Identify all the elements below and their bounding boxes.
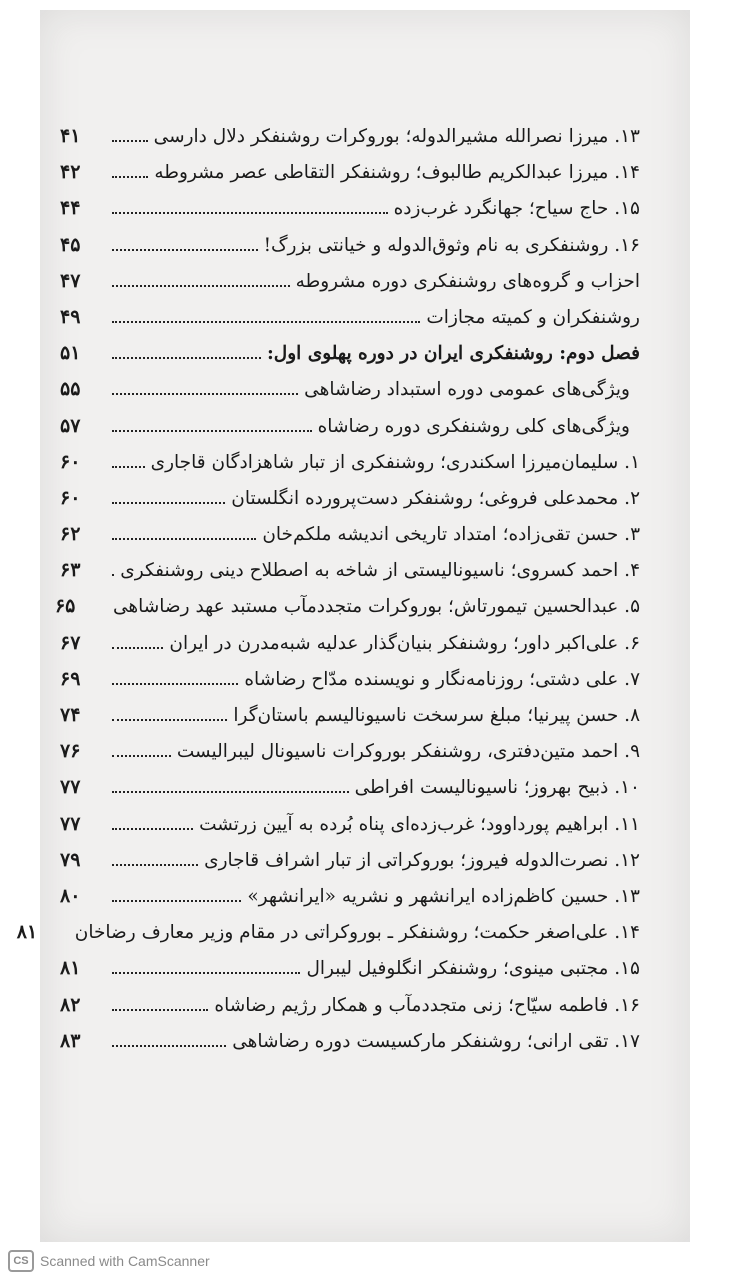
toc-page-number: ۸۱: [60, 957, 81, 980]
toc-entry: [60, 444, 640, 480]
dot-leader: [112, 886, 241, 902]
toc-page-number: ۸۱: [16, 921, 38, 944]
toc-entry: [60, 950, 640, 986]
scanner-footer: [8, 1250, 210, 1272]
toc-chapter-heading: [60, 335, 640, 371]
dot-leader: [112, 560, 114, 576]
table-of-contents: [16, 118, 640, 1059]
toc-page-number: ۶۷: [60, 631, 81, 654]
toc-page-number: ۷۷: [60, 812, 81, 835]
toc-page-number: ۵۱: [60, 342, 81, 365]
toc-entry-title: ۳. حسن تقی‌زاده؛ امتداد تاریخی اندیشه ملکم‌خان: [262, 524, 640, 546]
toc-page-number: ۴۲: [60, 161, 81, 184]
toc-entry-title: ۱۶. فاطمه سیّاح؛ زنی متجددمآب و همکار رژیم رضاشاه: [214, 994, 640, 1016]
dot-leader: [112, 307, 420, 323]
toc-entry-title: ۱۰. ذبیح بهروز؛ ناسیونالیست افراطی: [354, 777, 640, 799]
toc-entry-title: ۱۶. روشنفکری به نام وثوق‌الدوله و خیانتی بزرگ!: [263, 234, 640, 256]
toc-entry: [60, 769, 640, 805]
toc-entry: [60, 154, 640, 190]
toc-entry: [60, 480, 640, 516]
toc-entry: [60, 516, 640, 552]
toc-entry: [60, 661, 640, 697]
toc-entry-title: ۲. محمدعلی فروغی؛ روشنفکر دست‌پرورده انگلستان: [231, 487, 640, 509]
toc-entry-title: ۱۳. حسین کاظم‌زاده ایرانشهر و نشریه «ایرانشهر»: [247, 885, 640, 907]
toc-entry-title: ۹. احمد متین‌دفتری، روشنفکر بوروکرات ناسیونال لیبرالیست: [176, 741, 640, 763]
toc-entry: [60, 697, 640, 733]
toc-entry-title: ۱۱. ابراهیم پورداوود؛ غرب‌زده‌ای پناه بُرده به آیین زرتشت: [199, 813, 640, 835]
toc-entry: [60, 1023, 640, 1059]
toc-page-number: ۴۴: [60, 197, 81, 220]
toc-entry: [60, 371, 640, 407]
toc-entry-title: ۱۴. علی‌اصغر حکمت؛ روشنفکر ـ بوروکراتی در مقام وزیر معارف رضاخان: [74, 922, 640, 944]
toc-page-number: ۶۹: [60, 667, 81, 690]
toc-page-number: ۶۰: [60, 486, 81, 509]
toc-page-number: ۷۶: [60, 740, 81, 763]
toc-page-number: ۶۰: [60, 450, 81, 473]
toc-page-number: ۷۴: [60, 704, 81, 726]
dot-leader: [112, 777, 349, 793]
dot-leader: [112, 850, 198, 866]
toc-page-number: ۶۵: [54, 595, 76, 618]
toc-entry-title: ۱۳. میرزا نصرالله مشیرالدوله؛ بوروکرات روشنفکر دلال دارسی: [153, 126, 640, 147]
toc-entry-title: ۵. عبدالحسین تیمورتاش؛ بوروکرات متجددمآب مستبد عهد رضاشاهی: [112, 596, 640, 618]
dot-leader: [112, 343, 261, 359]
toc-entry-title: فصل دوم: روشنفکری ایران در دوره پهلوی اول:: [266, 343, 640, 365]
dot-leader: [112, 705, 227, 721]
toc-page-number: ۴۱: [60, 125, 81, 147]
toc-page-number: ۸۲: [60, 993, 81, 1016]
toc-page-number: ۴۹: [60, 305, 81, 328]
toc-entry-title: ۴. احمد کسروی؛ ناسیونالیستی از شاخه به اصطلاح دینی روشنفکری: [120, 560, 640, 582]
dot-leader: [112, 198, 388, 214]
toc-entry: [60, 806, 640, 842]
dot-leader: [112, 235, 258, 251]
toc-entry: [54, 588, 640, 624]
toc-entry: [16, 914, 640, 950]
toc-entry: [60, 227, 640, 263]
toc-page-number: ۸۰: [60, 884, 81, 907]
dot-leader: [112, 633, 163, 649]
dot-leader: [112, 271, 290, 287]
toc-page-number: ۷۷: [60, 776, 81, 799]
toc-entry-title: ۱۵. حاج سیاح؛ جهانگرد غرب‌زده: [393, 198, 640, 220]
scanner-watermark-text: Scanned with CamScanner: [40, 1253, 210, 1269]
dot-leader: [112, 669, 238, 685]
toc-entry: [60, 987, 640, 1023]
dot-leader: [112, 379, 298, 395]
toc-entry-title: ۸. حسن پیرنیا؛ مبلغ سرسخت ناسیونالیسم باستان‌گرا: [233, 705, 640, 726]
toc-entry: [60, 299, 640, 335]
toc-entry: [60, 190, 640, 226]
toc-page-number: ۸۳: [60, 1029, 81, 1052]
toc-entry-title: ۷. علی دشتی؛ روزنامه‌نگار و نویسنده مدّاح رضاشاه: [244, 668, 640, 690]
camscanner-logo-icon: CS: [8, 1250, 34, 1272]
dot-leader: [112, 958, 300, 974]
toc-entry-title: ۱. سلیمان‌میرزا اسکندری؛ روشنفکری از تبار شاهزادگان قاجاری: [150, 451, 640, 473]
dot-leader: [112, 488, 225, 504]
toc-entry-title: احزاب و گروه‌های روشنفکری دوره مشروطه: [295, 270, 640, 292]
dot-leader: [112, 126, 148, 142]
toc-page-number: ۶۲: [60, 523, 81, 546]
toc-entry-title: ۱۵. مجتبی مینوی؛ روشنفکر انگلوفیل لیبرال: [306, 958, 640, 980]
dot-leader: [112, 416, 312, 432]
toc-entry-title: ۱۷. تقی ارانی؛ روشنفکر مارکسیست دوره رضاشاهی: [232, 1030, 640, 1052]
toc-entry: [60, 733, 640, 769]
toc-entry-title: ویژگی‌های عمومی دوره استبداد رضاشاهی: [304, 379, 630, 401]
toc-entry: [60, 408, 640, 444]
toc-entry: [60, 263, 640, 299]
toc-page-number: ۵۷: [60, 414, 81, 437]
dot-leader: [112, 162, 148, 178]
toc-entry: [60, 842, 640, 878]
toc-page-number: ۶۳: [60, 559, 81, 582]
toc-entry: [60, 878, 640, 914]
toc-page-number: ۴۵: [60, 233, 81, 256]
toc-page-number: ۵۵: [60, 378, 81, 401]
toc-entry-title: ۶. علی‌اکبر داور؛ روشنفکر بنیان‌گذار عدلیه شبه‌مدرن در ایران: [169, 632, 640, 654]
toc-entry-title: روشنفکران و کمیته مجازات: [426, 306, 640, 328]
toc-entry-title: ۱۲. نصرت‌الدوله فیروز؛ بوروکراتی از تبار اشراف قاجاری: [204, 849, 640, 871]
toc-entry-title: ۱۴. میرزا عبدالکریم طالبوف؛ روشنفکر التقاطی عصر مشروطه: [154, 162, 640, 184]
toc-entry-title: ویژگی‌های کلی روشنفکری دوره رضاشاه: [317, 415, 630, 437]
toc-entry: [60, 625, 640, 661]
dot-leader: [112, 1031, 226, 1047]
toc-page-number: ۴۷: [60, 269, 81, 292]
dot-leader: [112, 452, 145, 468]
dot-leader: [112, 741, 171, 757]
dot-leader: [112, 524, 256, 540]
toc-entry: [60, 552, 640, 588]
toc-entry: [60, 118, 640, 154]
dot-leader: [112, 995, 208, 1011]
toc-page-number: ۷۹: [60, 848, 81, 871]
dot-leader: [112, 814, 193, 830]
